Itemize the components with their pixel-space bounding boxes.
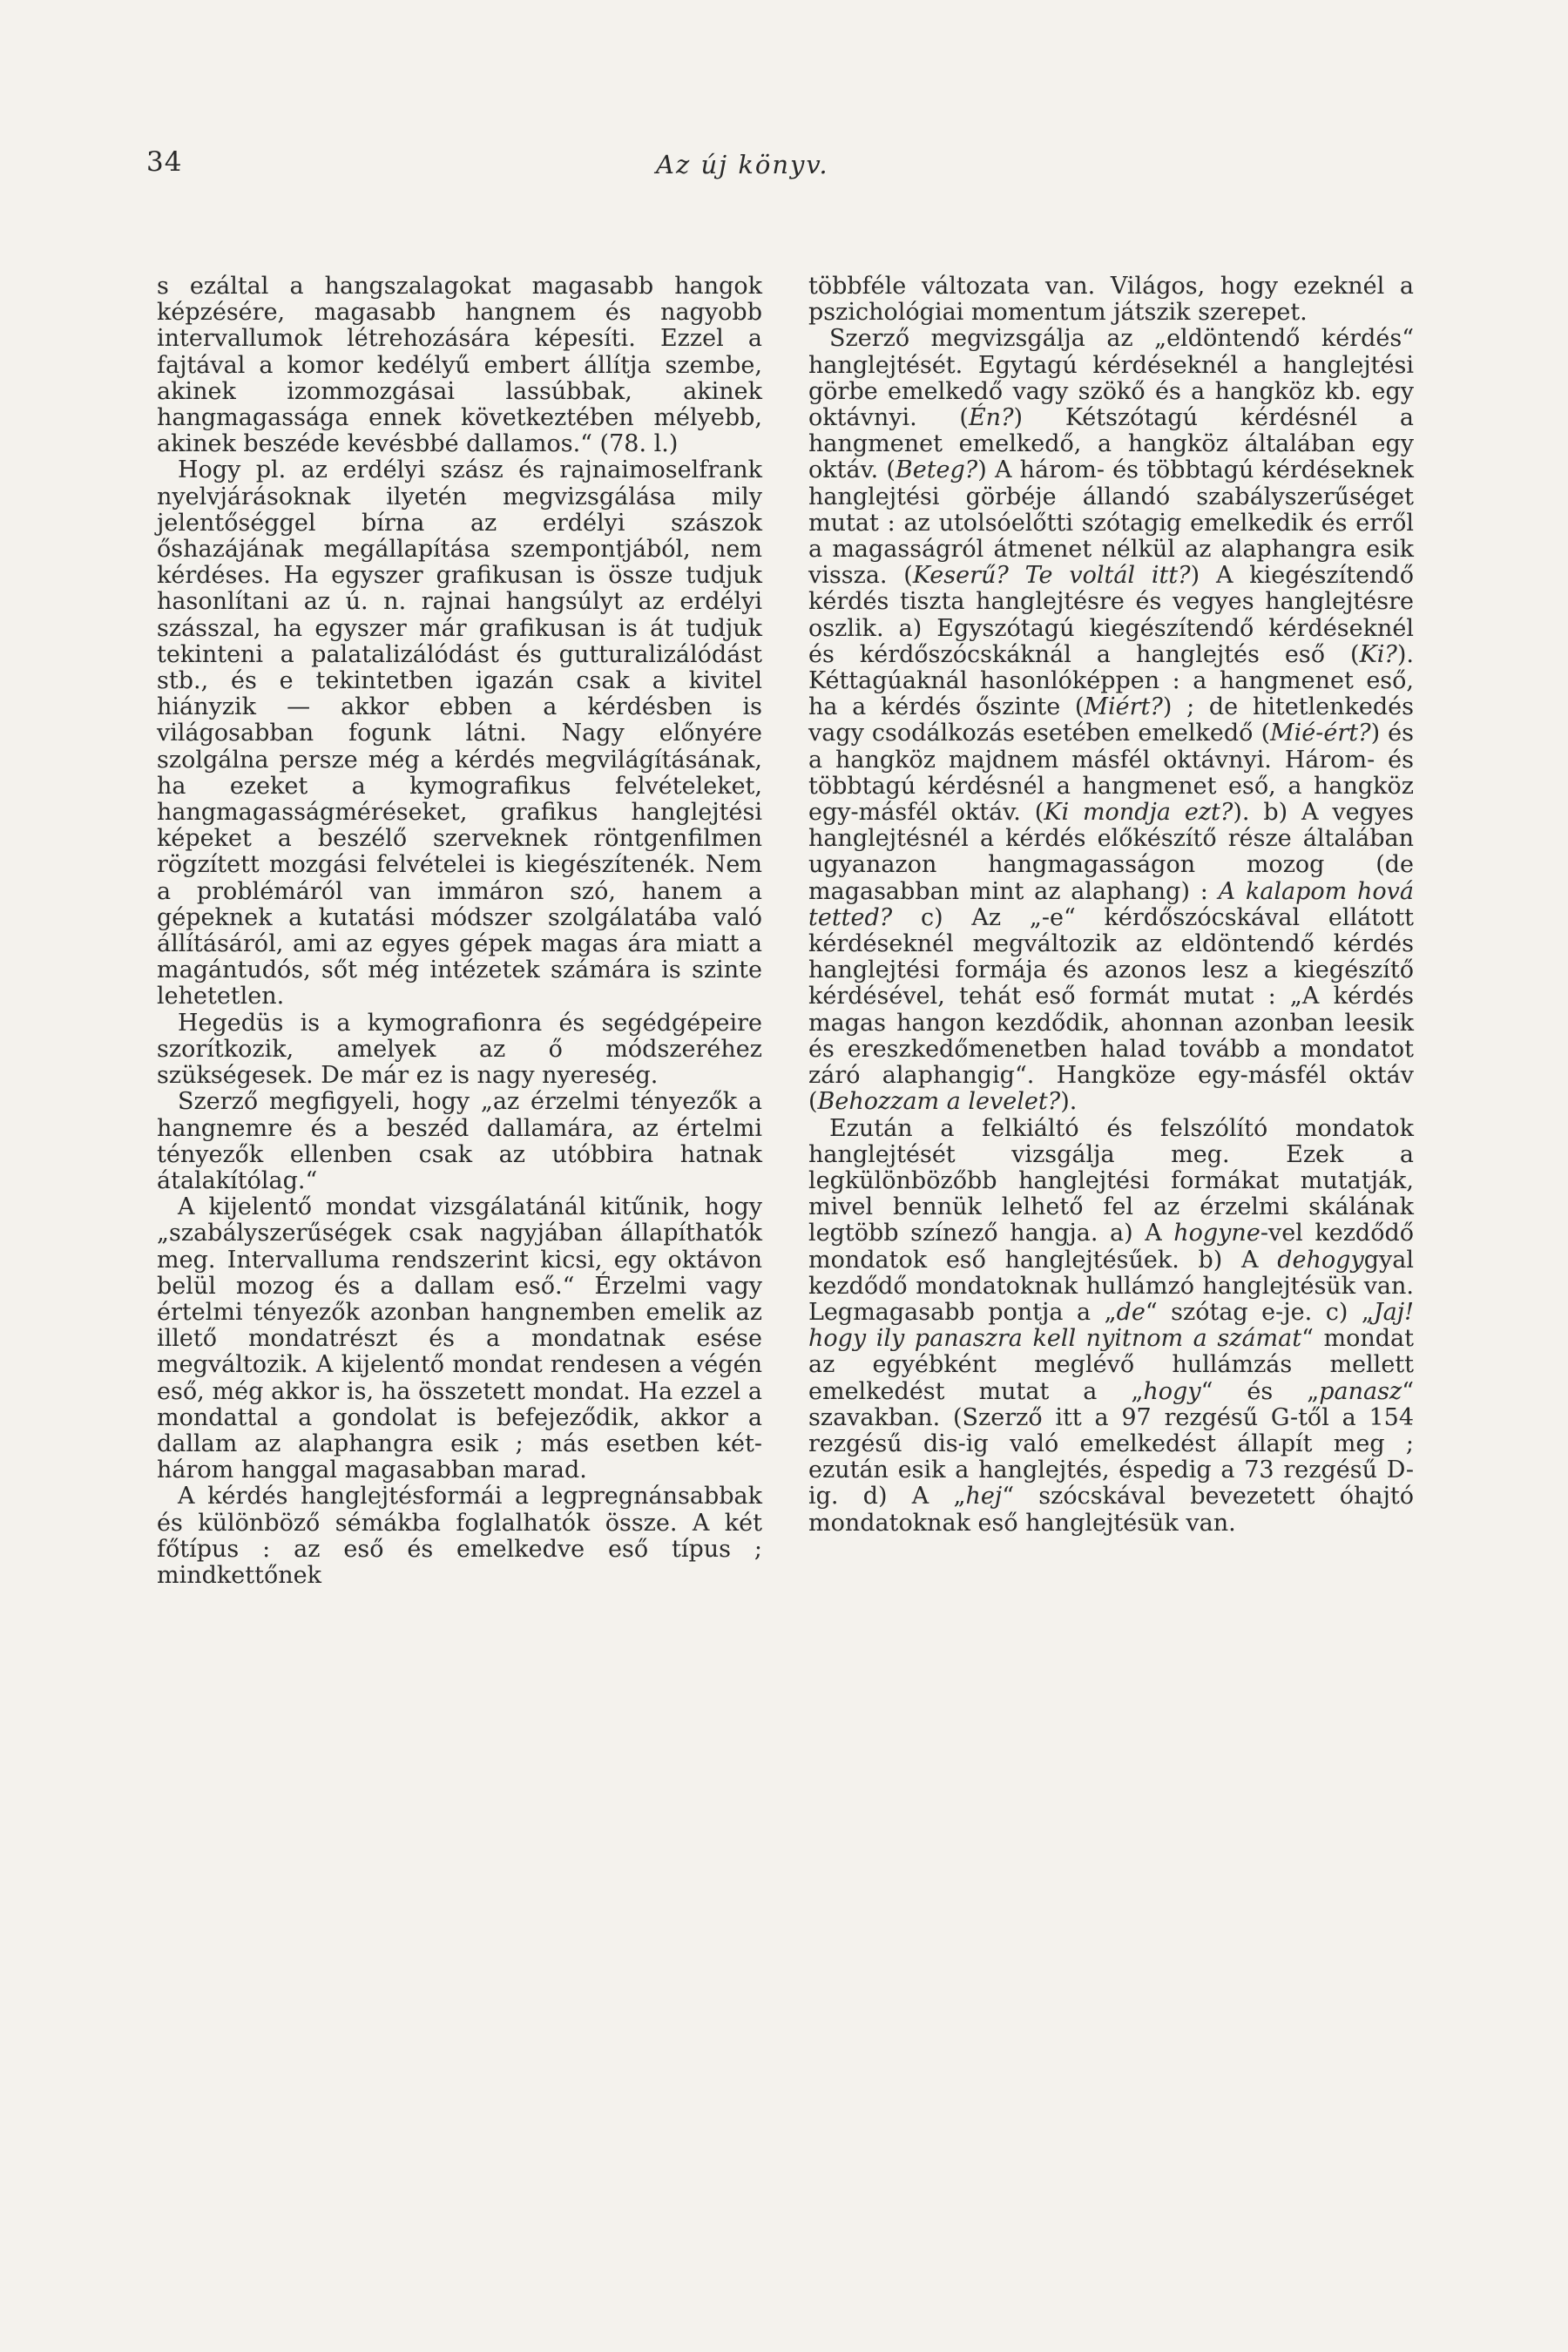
left-paragraph-1: s ezáltal a hangszalagokat magasabb hangok képzésére, magasabb hangnem és nagyobb intervallumok létrehozására képesíti. Ezzel a fajtával a komor kedélyű embert állítja szembe, akinek izommozgásai lassúbbak, akinek hangmagassága ennek következtében mélyebb, akinek beszéde kevésbbé dallamos.“ (78. l.) bbox=[157, 273, 762, 458]
text-span: -vel kezdődő mondatok eső hanglejtésűek. b) A bbox=[808, 1220, 1414, 1274]
text-span: “ szótag e-je. c) „ bbox=[1145, 1298, 1374, 1326]
text-span: “ és „ bbox=[1200, 1377, 1320, 1405]
left-paragraph-4: Szerző megfigyeli, hogy „az érzelmi tényezők a hangnemre és a beszéd dallamára, az értelmi tényezők ellenben csak az utóbbira hatnak átalakítólag.“ bbox=[157, 1088, 762, 1194]
example-italic: A kalapom hová tetted? bbox=[808, 877, 1415, 931]
example-italic: dehogy bbox=[1277, 1246, 1364, 1274]
text-span: gyal kezdődő mondatoknak hullámzó hanglejtésük van. Legmagasabb pontja a „ bbox=[808, 1246, 1414, 1326]
left-column bbox=[157, 274, 762, 2190]
right-paragraph-3 bbox=[808, 1116, 1414, 1537]
text-span: ) A kiegészítendő kérdés tiszta hanglejtésre és vegyes hanglejtésre oszlik. a) Egyszótagú kiegészítendő kérdéseknél és kérdőszócskáknál a hanglejtés eső ( bbox=[808, 562, 1414, 668]
example-italic: Én? bbox=[968, 404, 1014, 432]
running-title: Az új könyv. bbox=[656, 150, 829, 179]
right-column bbox=[808, 274, 1414, 2190]
text-span: Szerző megvizsgálja az „eldöntendő kérdés“ hanglejtését. Egytagú kérdéseknél a hanglejtési görbe emelkedő vagy szökő és a hangköz kb. egy oktávnyi. ( bbox=[808, 325, 1414, 432]
right-paragraph-2 bbox=[808, 326, 1414, 1115]
page-header bbox=[146, 146, 1383, 190]
text-span: ). bbox=[1060, 1088, 1078, 1116]
example-italic: hogy bbox=[1143, 1377, 1201, 1405]
example-italic: Ki? bbox=[1359, 640, 1397, 668]
example-italic: panasz bbox=[1319, 1377, 1402, 1405]
example-italic: Mié-ért? bbox=[1270, 720, 1371, 747]
example-italic: Keserű? Te voltál itt? bbox=[912, 562, 1191, 590]
text-span: “ szócskával bevezetett óhajtó mondatoknak eső hanglejtésük van. bbox=[808, 1483, 1414, 1537]
left-paragraph-5: A kijelentő mondat vizsgálatánál kitűnik, hogy „szabályszerűségek csak nagyjában állapíthatók meg. Intervalluma rendszerint kicsi, egy oktávon belül mozog és a dallam eső.“ Érzelmi vagy értelmi tényezők azonban hangnemben emelik az illető mondatrészt és a mondatnak esése megváltozik. A kijelentő mondat rendesen a végén eső, még akkor is, ha összetett mondat. Ha ezzel a mondattal a gondolat is befejeződik, akkor a dallam az alaphangra esik ; más esetben két-három hanggal magasabban marad. bbox=[157, 1193, 762, 1484]
text-span: ) ; de hitetlenkedés vagy csodálkozás esetében emelkedő ( bbox=[808, 693, 1414, 747]
example-italic: hogyne bbox=[1173, 1220, 1260, 1247]
example-italic: Jaj! hogy ily panaszra kell nyitnom a számat bbox=[808, 1298, 1414, 1353]
text-span: ) és a hangköz majdnem másfél oktávnyi. Három- és többtagú kérdésnél a hangmenet eső, a hangköz egy-másfél oktáv. ( bbox=[808, 720, 1415, 827]
text-span: ). b) A vegyes hanglejtésnél a kérdés előkészítő része általában ugyanazon hangmagasságon mozog (de magasabban mint az alaphang) : bbox=[808, 799, 1414, 905]
text-span: c) Az „-e“ kérdőszócskával ellátott kérdéseknél megváltozik az eldöntendő kérdés hanglejtési formája és azonos lesz a kiegészítő kérdésével, tehát eső formát mutat : „A kérdés magas hangon kezdődik, ahonnan azonban leesik és ereszkedőmenetben halad tovább a mondatot záró alaphangig“. Hangköze egy-másfél oktáv ( bbox=[808, 903, 1414, 1116]
text-span: ) Kétszótagú kérdésnél a hangmenet emelkedő, a hangköz általában egy oktáv. ( bbox=[808, 404, 1415, 484]
example-italic: hej bbox=[965, 1483, 1003, 1511]
text-span: ) A három- és többtagú kérdéseknek hanglejtési görbéje állandó szabályszerűséget mutat : az utolsóelőtti szótagig emelkedik és erről a magasságról átmenet nélkül az alaphangra esik vissza. ( bbox=[808, 456, 1414, 590]
text-span: ). Kéttagúaknál hasonlóképpen : a hangmenet eső, ha a kérdés őszinte ( bbox=[808, 640, 1414, 721]
text-span: “ mondat az egyébként meglévő hullámzás mellett emelkedést mutat a „ bbox=[808, 1325, 1414, 1405]
example-italic: Ki mondja ezt? bbox=[1044, 799, 1233, 827]
example-italic: Beteg? bbox=[895, 456, 978, 484]
left-paragraph-3: Hegedüs is a kymografionra és segédgépeire szorítkozik, amelyek az ő módszeréhez szükségesek. De már ez is nagy nyereség. bbox=[157, 1009, 762, 1090]
example-italic: de bbox=[1116, 1298, 1146, 1326]
right-paragraph-1: többféle változata van. Világos, hogy ezeknél a pszichológiai momentum játszik szerepet. bbox=[808, 273, 1414, 327]
left-paragraph-6: A kérdés hanglejtésformái a legpregnánsabbak és különböző sémákba foglalhatók össze. A két főtípus : az eső és emelkedve eső típus ; mindkettőnek bbox=[157, 1483, 762, 1589]
text-span: “ szavakban. (Szerző itt a 97 rezgésű G-től a 154 rezgésű dis-ig való emelkedést állapít meg ; ezután esik a hanglejtés, éspedig a 73 rezgésű D-ig. d) A „ bbox=[808, 1377, 1414, 1511]
left-paragraph-2: Hogy pl. az erdélyi szász és rajnaimoselfrank nyelvjárásoknak ilyetén megvizsgálása mily jelentőséggel bírna az erdélyi szászok őshazájának megállapítása szempontjából, nem kérdéses. Ha egyszer grafikusan is össze tudjuk hasonlítani az ú. n. rajnai hangsúlyt az erdélyi szásszal, ha egyszer már grafikusan is át tudjuk tekinteni a palatalizálódást és gutturalizálódást stb., és e tekintetben igazán csak a kivitel hiányzik — akkor ebben a kérdésben is világosabban fogunk látni. Nagy előnyére szolgálna persze még a kérdés megvilágításának, ha ezeket a kymografikus felvételeket, hangmagasságméréseket, grafikus hanglejtési képeket a beszélő szerveknek röntgenfilmen rögzített mozgási felvételei is kiegészítenék. Nem a problémáról van immáron szó, hanem a gépeknek a kutatási módszer szolgálatába való állításáról, ami az egyes gépek magas ára miatt a magántudós, sőt még intézetek számára is szinte lehetetlen. bbox=[157, 456, 762, 1010]
text-span: Ezután a felkiáltó és felszólító mondatok hanglejtését vizsgálja meg. Ezek a legkülönbözőbb hanglejtési formákat mutatják, mivel bennük lelhető fel az érzelmi skálának legtöbb színező hangja. a) A bbox=[808, 1114, 1414, 1247]
example-italic: Behozzam a levelet? bbox=[817, 1088, 1061, 1116]
page-number: 34 bbox=[146, 146, 183, 178]
example-italic: Miért? bbox=[1084, 693, 1163, 721]
